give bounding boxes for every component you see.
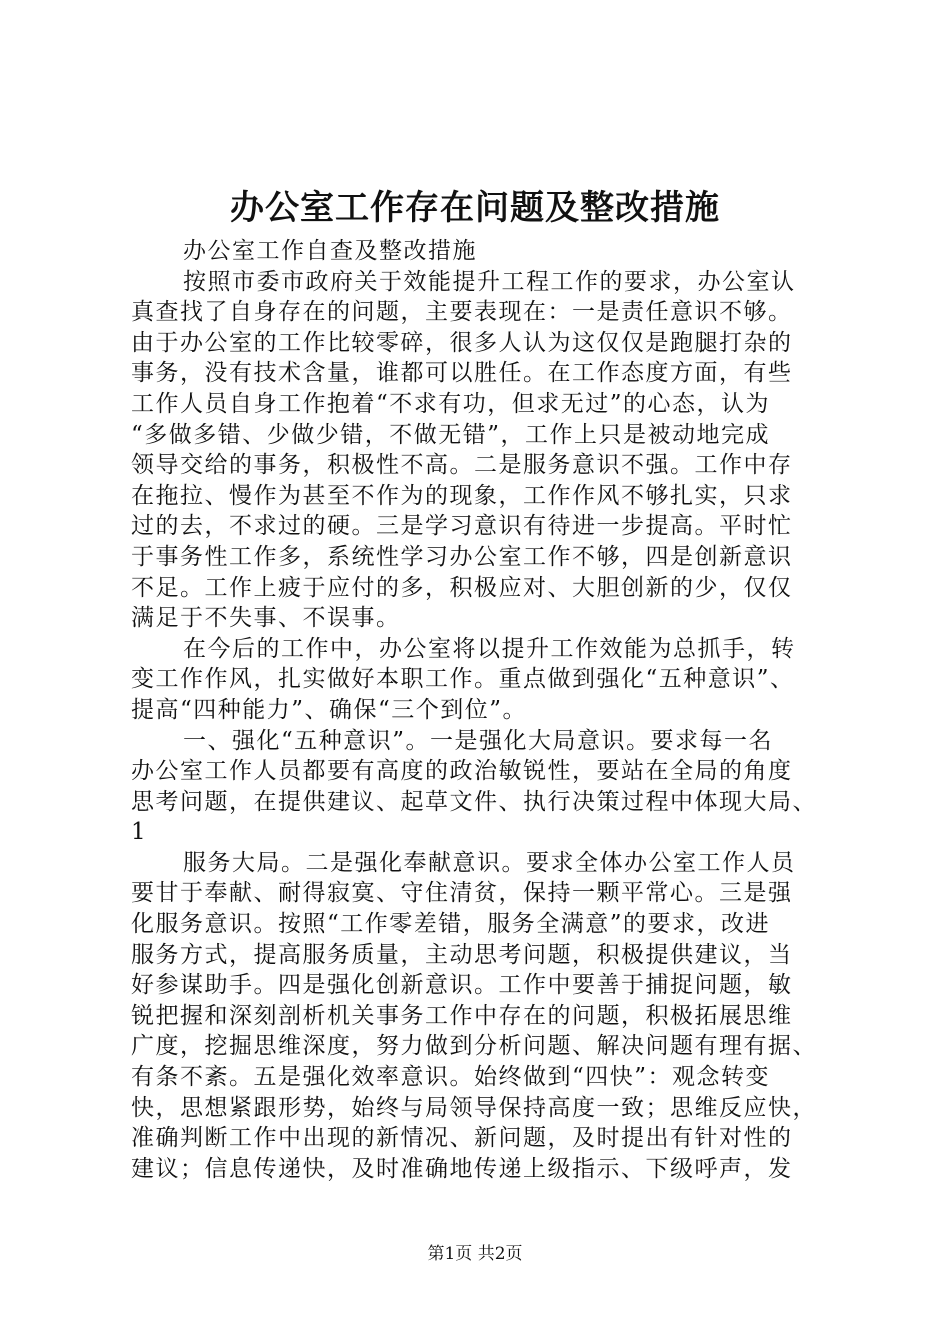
body-line: 工作人员自身工作抱着“不求有功，但求无过”的心态，认为 bbox=[131, 390, 771, 417]
body-line: 事务，没有技术含量，谁都可以胜任。在工作态度方面，有些 bbox=[131, 360, 793, 387]
body-line: 于事务性工作多，系统性学习办公室工作不够，四是创新意识 bbox=[131, 543, 793, 570]
body-line: 锐把握和深刻剖析机关事务工作中存在的问题，积极拓展思维 bbox=[131, 1002, 793, 1029]
body-line: 1 bbox=[131, 819, 148, 846]
body-line: 思考问题，在提供建议、起草文件、执行决策过程中体现大局、 bbox=[131, 788, 817, 815]
body-line: 在今后的工作中，办公室将以提升工作效能为总抓手，转 bbox=[183, 635, 796, 662]
document-body bbox=[131, 236, 846, 1184]
body-line: 准确判断工作中出现的新情况、新问题，及时提出有针对性的 bbox=[131, 1125, 793, 1152]
body-line: 快，思想紧跟形势，始终与局领导保持高度一致；思维反应快， bbox=[131, 1094, 817, 1121]
body-line: 广度，挖掘思维深度，努力做到分析问题、解决问题有理有据、 bbox=[131, 1033, 817, 1060]
body-line: 一、强化“五种意识”。一是强化大局意识。要求每一名 bbox=[183, 727, 774, 754]
body-line: 在拖拉、慢作为甚至不作为的现象，工作作风不够扎实，只求 bbox=[131, 482, 793, 509]
body-line: 建议；信息传递快，及时准确地传递上级指示、下级呼声，发 bbox=[131, 1155, 793, 1182]
body-line: 满足于不失事、不误事。 bbox=[131, 605, 401, 632]
body-line: 服务大局。二是强化奉献意识。要求全体办公室工作人员 bbox=[183, 849, 796, 876]
body-line: 化服务意识。按照“工作零差错，服务全满意”的要求，改进 bbox=[131, 911, 771, 938]
document-title: 办公室工作存在问题及整改措施 bbox=[230, 188, 720, 228]
body-line: 领导交给的事务，积极性不高。二是服务意识不强。工作中存 bbox=[131, 452, 793, 479]
body-line: 真查找了自身存在的问题，主要表现在：一是责任意识不够。 bbox=[131, 299, 793, 326]
body-line: 服务方式，提高服务质量，主动思考问题，积极提供建议，当 bbox=[131, 941, 793, 968]
body-line: 提高“四种能力”、确保“三个到位”。 bbox=[131, 696, 528, 723]
body-line: 有条不紊。五是强化效率意识。始终做到“四快”：观念转变 bbox=[131, 1064, 771, 1091]
body-line: 过的去，不求过的硬。三是学习意识有待进一步提高。平时忙 bbox=[131, 513, 793, 540]
body-line: 不足。工作上疲于应付的多，积极应对、大胆创新的少，仅仅 bbox=[131, 574, 793, 601]
body-line: 由于办公室的工作比较零碎，很多人认为这仅仅是跑腿打杂的 bbox=[131, 329, 793, 356]
body-line: 变工作作风，扎实做好本职工作。重点做到强化“五种意识”、 bbox=[131, 666, 795, 693]
body-line: 好参谋助手。四是强化创新意识。工作中要善于捕捉问题，敏 bbox=[131, 972, 793, 999]
body-line: 办公室工作自查及整改措施 bbox=[183, 238, 477, 264]
body-line: “多做多错、少做少错，不做无错”，工作上只是被动地完成 bbox=[131, 421, 771, 448]
body-line: 要甘于奉献、耐得寂寞、守住清贫，保持一颗平常心。三是强 bbox=[131, 880, 793, 907]
page-footer: 第1页 共2页 bbox=[427, 1244, 523, 1264]
body-line: 按照市委市政府关于效能提升工程工作的要求，办公室认 bbox=[183, 268, 796, 295]
body-line: 办公室工作人员都要有高度的政治敏锐性，要站在全局的角度 bbox=[131, 758, 793, 785]
